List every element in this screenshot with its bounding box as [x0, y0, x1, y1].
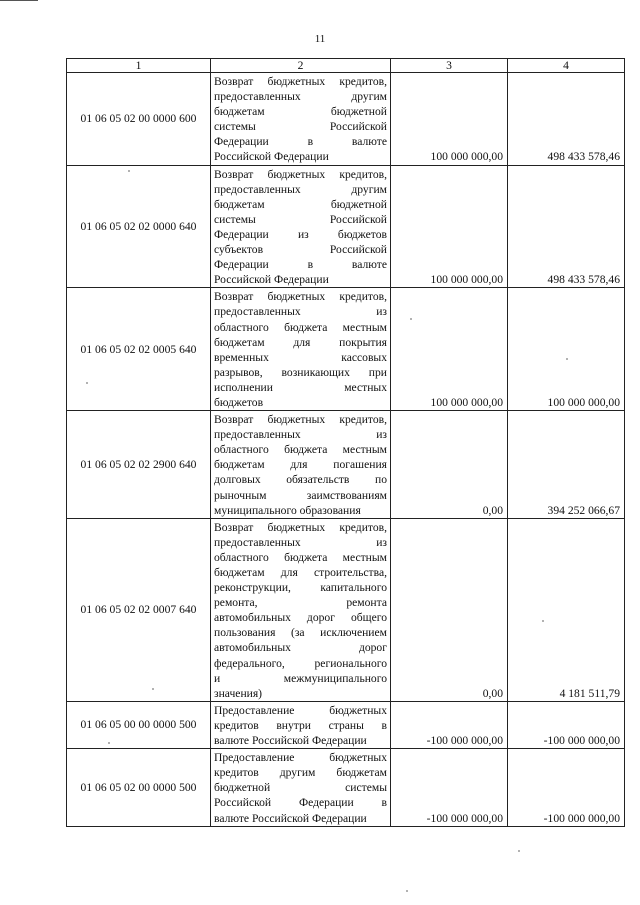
scan-speck [108, 742, 110, 744]
table-row [67, 749, 625, 826]
description-line: областного бюджета местным [214, 443, 387, 457]
description-line: валюте Российской Федерации [214, 811, 367, 825]
description-cell [211, 518, 391, 701]
scan-speck [566, 358, 568, 360]
description-line: кредитов внутри страны в [214, 718, 387, 732]
amount-col4-cell: 498 433 578,46 [508, 165, 625, 288]
description-line: ремонта, ремонта [214, 596, 387, 610]
description-line: Федерации из бюджетов [214, 227, 387, 241]
description-line: разрывов, возникающих при [214, 365, 387, 379]
amount-col3-cell: 100 000 000,00 [391, 73, 508, 166]
table-row [67, 411, 625, 519]
description-line: валюте Российской Федерации [214, 734, 367, 748]
scan-speck [518, 850, 520, 852]
scan-speck [152, 688, 154, 690]
description-line: бюджетам для строительства, [214, 566, 387, 579]
description-line: субъектов Российской [214, 243, 387, 257]
description-line: Возврат бюджетных кредитов, [214, 290, 387, 304]
description-line: бюджетной системы [214, 781, 387, 795]
scan-speck [128, 170, 130, 172]
column-header-3: 3 [391, 59, 508, 73]
description-line: пользования (за исключением [214, 626, 387, 640]
table-body [67, 59, 625, 827]
description-line: федерального, регионального [214, 656, 387, 670]
column-header-4: 4 [508, 59, 625, 73]
description-cell [211, 165, 391, 288]
description-line: системы Российской [214, 212, 387, 226]
table-row [67, 701, 625, 748]
page-number: 11 [314, 33, 326, 45]
scan-edge-mark [0, 0, 38, 1]
budget-code-cell: 01 06 05 02 02 0007 640 [67, 518, 211, 701]
scan-speck [542, 620, 544, 622]
budget-sources-table [66, 58, 625, 827]
description-line: Российской Федерации [214, 273, 329, 287]
description-line: Возврат бюджетных кредитов, [214, 167, 387, 181]
description-line: Возврат бюджетных кредитов, [214, 520, 387, 534]
amount-col3-cell: 0,00 [391, 518, 508, 701]
description-line: автомобильных дорог общего [214, 611, 387, 625]
description-line: исполнении местных [214, 380, 387, 394]
description-line: предоставленных другим [214, 182, 387, 196]
description-line: Предоставление бюджетных [214, 751, 387, 765]
table-row [67, 165, 625, 288]
description-line: Российской Федерации в [214, 796, 387, 810]
description-line: значения) [214, 686, 263, 700]
budget-code-cell: 01 06 05 02 02 2900 640 [67, 411, 211, 519]
description-cell [211, 411, 391, 519]
table-header-row [67, 59, 625, 73]
table-row [67, 73, 625, 166]
amount-col3-cell: 0,00 [391, 411, 508, 519]
description-line: временных кассовых [214, 350, 387, 364]
amount-col3-cell: -100 000 000,00 [391, 749, 508, 826]
description-line: системы Российской [214, 120, 387, 134]
description-line: рыночным заимствованиям [214, 488, 387, 502]
description-line: Возврат бюджетных кредитов, [214, 413, 387, 427]
description-line: Возврат бюджетных кредитов, [214, 75, 387, 88]
budget-code-cell: 01 06 05 02 00 0000 600 [67, 73, 211, 166]
description-line: долговых обязательств по [214, 473, 387, 487]
description-line: Федерации в валюте [214, 135, 387, 149]
table-row [67, 288, 625, 411]
budget-code-cell: 01 06 05 02 02 0000 640 [67, 165, 211, 288]
description-cell [211, 288, 391, 411]
description-line: предоставленных из [214, 428, 387, 442]
amount-col4-cell: 394 252 066,67 [508, 411, 625, 519]
description-line: областного бюджета местным [214, 550, 387, 564]
description-line: предоставленных из [214, 535, 387, 549]
description-line: областного бюджета местным [214, 320, 387, 334]
description-line: Российской Федерации [214, 150, 329, 164]
description-line: кредитов другим бюджетам [214, 766, 387, 780]
scan-speck [86, 382, 88, 384]
amount-col4-cell: 100 000 000,00 [508, 288, 625, 411]
description-line: Федерации в валюте [214, 258, 387, 272]
description-line: автомобильных дорог [214, 641, 387, 655]
scan-speck [406, 890, 408, 892]
amount-col4-cell: -100 000 000,00 [508, 749, 625, 826]
description-line: бюджетам для покрытия [214, 335, 387, 349]
description-line: бюджетам бюджетной [214, 197, 387, 211]
amount-col4-cell: -100 000 000,00 [508, 701, 625, 748]
budget-code-cell: 01 06 05 02 02 0005 640 [67, 288, 211, 411]
budget-code-cell: 01 06 05 00 00 0000 500 [67, 701, 211, 748]
description-line: Предоставление бюджетных [214, 703, 387, 717]
description-line: бюджетов [214, 395, 264, 409]
column-header-1: 1 [67, 59, 211, 73]
amount-col4-cell: 498 433 578,46 [508, 73, 625, 166]
description-line: муниципального образования [214, 503, 361, 517]
description-cell [211, 701, 391, 748]
column-header-2: 2 [211, 59, 391, 73]
amount-col4-cell: 4 181 511,79 [508, 518, 625, 701]
description-line: и межмуниципального [214, 671, 387, 685]
amount-col3-cell: 100 000 000,00 [391, 288, 508, 411]
amount-col3-cell: -100 000 000,00 [391, 701, 508, 748]
description-line: предоставленных другим [214, 90, 387, 104]
description-line: бюджетам для погашения [214, 458, 387, 472]
scan-speck [410, 318, 412, 320]
description-cell [211, 73, 391, 166]
table-row [67, 518, 625, 701]
description-line: предоставленных из [214, 305, 387, 319]
amount-col3-cell: 100 000 000,00 [391, 165, 508, 288]
description-line: реконструкции, капитального [214, 581, 387, 595]
budget-code-cell: 01 06 05 02 00 0000 500 [67, 749, 211, 826]
description-line: бюджетам бюджетной [214, 105, 387, 119]
description-cell [211, 749, 391, 826]
